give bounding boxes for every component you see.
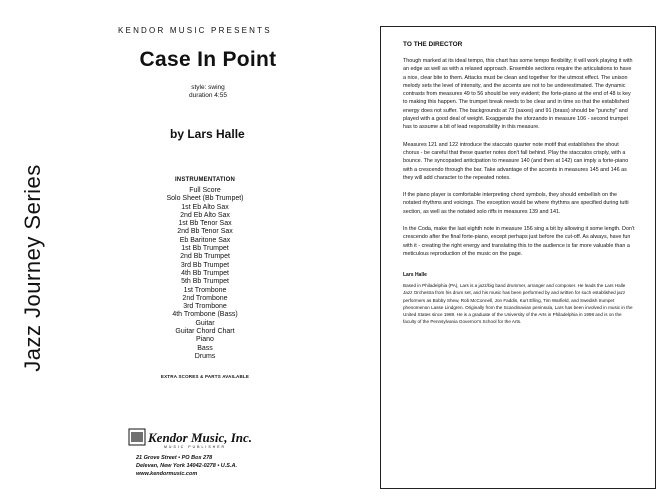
publisher-presents: KENDOR MUSIC PRESENTS xyxy=(118,26,272,35)
instrumentation-heading: INSTRUMENTATION xyxy=(174,177,236,183)
style-line: style: swing xyxy=(191,84,225,91)
instrument-item: Guitar xyxy=(195,319,215,327)
piece-title: Case In Point xyxy=(139,48,277,71)
instrument-item: 1st Bb Tenor Sax xyxy=(178,220,232,228)
instrument-item: Piano xyxy=(196,336,214,344)
instrument-item: Guitar Chord Chart xyxy=(175,328,235,336)
director-notes-panel xyxy=(380,26,656,489)
director-paragraph: Measures 121 and 122 introduce the staccato quarter note motif that establishes the shout chorus - be careful that these quarter notes don't fall behind. Play the staccatos crisply, with a bounce. The syncopated anticipation to measure 140 (and then at 142) can imply a forte-piano with a crescendo through the bar. Take advantage of the accents in measures 145 and 146 as they will add character to the repeated notes. xyxy=(403,141,629,181)
composer: by Lars Halle xyxy=(170,127,245,141)
instrument-item: 2nd Trombone xyxy=(182,294,228,302)
publisher-block xyxy=(128,428,328,488)
director-paragraph: Though marked at its ideal tempo, this chart has some tempo flexibility; it will work playing it with an edge as well as with a relaxed approach. Ensemble sections require the articulations to have a nice, clear bite to them. Attacks must be clean and together for the utmost effect. The unison melody sets the level of intensity, and the accents are not to be underestimated. The dynamic contrasts from measures 49 to 56 should be very evident; the forte-piano at the end of 48 is key to making this happen. The trumpet break needs to be clear and in time so that the established energy does not suffer. The backgrounds at 73 (saxes) and 91 (brass) should be "punchy" and played with a good deal of weight. Exaggerate the sforzando in measure 106 - second trumpet has to assume a bit of lead responsibility in this measure. xyxy=(403,58,633,131)
duration-line: duration 4:55 xyxy=(189,92,227,99)
instrument-item: Drums xyxy=(194,352,216,360)
series-title-text: Jazz Journey Series xyxy=(20,164,45,372)
instrument-item: 5th Bb Trumpet xyxy=(181,278,229,286)
publisher-address-line-1: 21 Grove Street • PO Box 278 xyxy=(136,455,213,461)
instrumentation-list xyxy=(120,187,290,361)
instrument-item: Bass xyxy=(197,344,213,352)
bio-heading: Lars Halle xyxy=(403,272,427,279)
instrument-item: Eb Baritone Sax xyxy=(179,236,231,244)
instrument-item: 4th Trombone (Bass) xyxy=(172,311,238,319)
publisher-subtitle: MUSIC PUBLISHER xyxy=(164,445,227,449)
instrument-item: Solo Sheet (Bb Trumpet) xyxy=(166,195,244,203)
instrument-item: 2nd Bb Tenor Sax xyxy=(177,228,233,236)
director-paragraph: In the Coda, make the last eighth note in measure 156 sing a bit by allowing it some length. Don't crescendo after the final forte-piano, except perhaps just before the cut-off. As always, have fun with it - creating the right energy and translating this to the audience is far more valuable than a meticulous reproduction of the music on the page. xyxy=(403,226,635,257)
instrument-item: 2nd Eb Alto Sax xyxy=(180,211,230,219)
kendor-logo-icon xyxy=(128,428,146,446)
instrument-item: 1st Trombone xyxy=(183,286,227,294)
instrument-item: 3rd Bb Trumpet xyxy=(180,261,230,269)
director-heading: TO THE DIRECTOR xyxy=(403,41,463,48)
extra-parts-note: EXTRA SCORES & PARTS AVAILABLE xyxy=(160,374,250,379)
publisher-website: www.kendormusic.com xyxy=(136,471,198,477)
instrument-item: 4th Bb Trumpet xyxy=(181,269,229,277)
instrument-item: 1st Bb Trumpet xyxy=(181,245,229,253)
instrument-item: 2nd Bb Trumpet xyxy=(180,253,230,261)
series-title xyxy=(12,118,54,418)
director-notes-content xyxy=(403,41,635,325)
publisher-address-line-2: Delevan, New York 14042-0278 • U.S.A. xyxy=(136,463,237,469)
publisher-name: Kendor Music, Inc. xyxy=(148,430,253,445)
instrument-item: 1st Eb Alto Sax xyxy=(181,203,229,211)
director-paragraph: If the piano player is comfortable interpreting chord symbols, they should embellish on the notated rhythms and voicings. The exception would be where rhythms are specified during tutti section, as well as the notated solo riffs in measures 139 and 141. xyxy=(403,192,629,215)
instrument-item: 3rd Trombone xyxy=(183,303,227,311)
composer-bio: Based in Philadelphia (PA), Lars is a jazz/big band drummer, arranger and composer. He leads the Lars Halle Jazz Orchestra from his drum set, and his music has been performed by and written for such established jazz performers as Bobby Shew, Rob McConnell, Jon Faddis, Kurt Elling, Tim Warfield, and Swedish trumpet phenomenon Lasse Lindgren. Originally from the Scandinavian peninsula, Lars has been involved in music in the United States since 1989. He is a graduate of the University of the Arts in Philadelphia in 1998 and is on the faculty of the Pennsylvania Governor's School for the Arts. xyxy=(403,283,633,325)
instrument-item: Full Score xyxy=(189,187,221,194)
